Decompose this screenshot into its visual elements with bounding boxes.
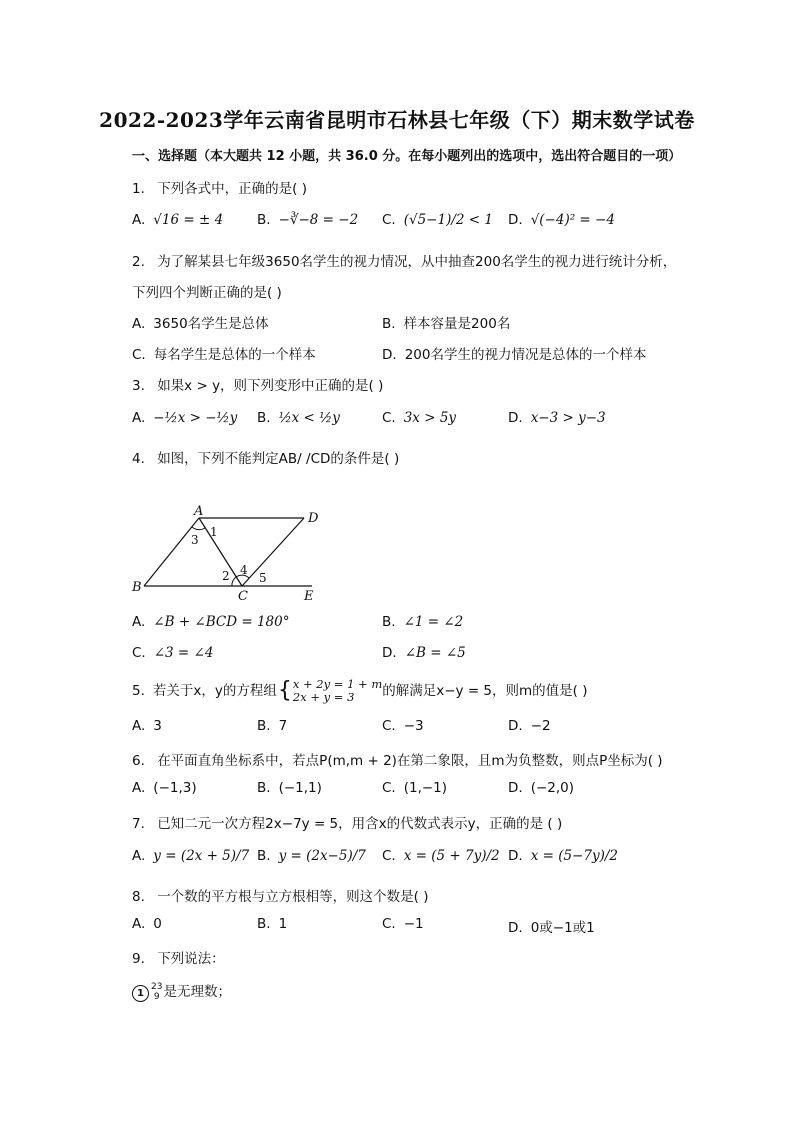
- option-1a: A. √16 = ± 4: [132, 212, 224, 228]
- option-3c: C. 3x > 5y: [382, 410, 457, 426]
- option-4c: C. ∠3 = ∠4: [132, 645, 214, 661]
- question-3: [132, 374, 383, 394]
- geometry-figure: [128, 502, 328, 606]
- circled-number-1: 1: [132, 985, 149, 1002]
- system-brace: {: [277, 678, 292, 703]
- option-3b: B. ½x < ½y: [257, 410, 340, 426]
- option-4a: A. ∠B + ∠BCD = 180°: [132, 614, 290, 630]
- question-stem: 下列各式中，正确的是( ): [157, 181, 308, 197]
- question-1: [132, 177, 307, 197]
- question-number: 5.: [132, 683, 145, 699]
- question-9: [132, 947, 225, 967]
- option-2a: A. 3650名学生是总体: [132, 316, 269, 332]
- option-5c: C. −3: [382, 718, 424, 734]
- angle-label-1: 1: [210, 525, 218, 539]
- option-5a: A. 3: [132, 718, 162, 734]
- question-6: [132, 749, 663, 769]
- label-e: E: [304, 589, 314, 604]
- question-number: 3.: [132, 378, 145, 394]
- line-cd: [242, 518, 304, 586]
- page-title: 2022-2023学年云南省昆明市石林县七年级（下）期末数学试卷: [99, 108, 695, 132]
- option-1c: C. (√5−1)/2 < 1: [382, 212, 493, 228]
- question-stem: 为了解某县七年级3650名学生的视力情况，从中抽查200名学生的视力进行统计分析，: [157, 254, 677, 270]
- question-number: 7.: [132, 816, 145, 832]
- question-stem-after: 的解满足x−y = 5，则m的值是( ): [382, 683, 588, 699]
- option-5b: B. 7: [257, 718, 288, 734]
- option-7c: C. x = (5 + 7y)/2: [382, 848, 500, 864]
- option-7a: A. y = (2x + 5)/7: [132, 848, 250, 864]
- option-7b: B. y = (2x−5)/7: [257, 848, 366, 864]
- option-2b: B. 样本容量是200名: [382, 316, 511, 332]
- question-stem: 如果x > y，则下列变形中正确的是( ): [157, 378, 384, 394]
- label-b: B: [132, 580, 142, 595]
- question-2-cont: 下列四个判断正确的是( ): [132, 285, 282, 301]
- question-number: 1.: [132, 181, 145, 197]
- option-8b: B. 1: [257, 916, 288, 932]
- question-number: 4.: [132, 451, 145, 467]
- angle-label-4: 4: [240, 563, 248, 577]
- question-number: 6.: [132, 753, 145, 769]
- angle-arc-a: [192, 527, 205, 530]
- question-stem: 在平面直角坐标系中，若点P(m,m + 2)在第二象限，且m为负整数，则点P坐标为( ): [157, 753, 663, 769]
- option-8a: A. 0: [132, 916, 162, 932]
- question-stem: 一个数的平方根与立方根相等，则这个数是( ): [157, 889, 429, 905]
- question-stem: 已知二元一次方程2x−7y = 5，用含x的代数式表示y，正确的是 ( ): [157, 816, 563, 832]
- question-7: [132, 812, 562, 832]
- option-4d: D. ∠B = ∠5: [382, 645, 466, 661]
- label-a: A: [194, 504, 204, 519]
- option-3a: A. −½x > −½y: [132, 410, 238, 426]
- option-6d: D. (−2,0): [508, 780, 575, 796]
- option-4b: B. ∠1 = ∠2: [382, 614, 464, 630]
- question-stem: 若关于x，y的方程组: [152, 683, 277, 699]
- question-4: [132, 447, 399, 467]
- question-8: [132, 885, 429, 905]
- label-c: C: [238, 589, 248, 604]
- line-ab: [144, 518, 199, 586]
- label-d: D: [308, 511, 319, 526]
- angle-label-3: 3: [191, 533, 199, 547]
- option-6a: A. (−1,3): [132, 780, 197, 796]
- option-2d: D. 200名学生的视力情况是总体的一个样本: [382, 347, 647, 363]
- fraction: 23 9: [151, 982, 163, 1002]
- option-7d: D. x = (5−7y)/2: [508, 848, 618, 864]
- option-2c: C. 每名学生是总体的一个样本: [132, 347, 316, 363]
- option-8c: C. −1: [382, 916, 424, 932]
- angle-label-2: 2: [222, 569, 230, 583]
- option-6b: B. (−1,1): [257, 780, 322, 796]
- question-number: 2.: [132, 254, 145, 270]
- angle-label-5: 5: [259, 571, 267, 585]
- statement-1: 1 23 9 是无理数；: [132, 980, 231, 1002]
- option-1b: B. −∛−8 = −2: [257, 212, 359, 228]
- option-5d: D. −2: [508, 718, 551, 734]
- question-stem: 下列说法：: [157, 951, 225, 967]
- question-2: [132, 250, 676, 270]
- option-3d: D. x−3 > y−3: [508, 410, 606, 426]
- question-number: 9.: [132, 951, 145, 967]
- question-stem: 如图，下列不能判定AB/ /CD的条件是( ): [157, 451, 400, 467]
- section-heading: 一、选择题（本大题共 12 小题，共 36.0 分。在每小题列出的选项中，选出符合题目的一项）: [132, 149, 682, 164]
- option-8d: D. 0或−1或1: [508, 920, 595, 936]
- option-1d: D. √(−4)² = −4: [508, 212, 615, 228]
- question-number: 8.: [132, 889, 145, 905]
- option-6c: C. (1,−1): [382, 780, 448, 796]
- line-ac: [199, 518, 242, 586]
- question-5: [132, 678, 588, 704]
- equation-system: x + 2y = 1 + m 2x + y = 3: [292, 677, 383, 704]
